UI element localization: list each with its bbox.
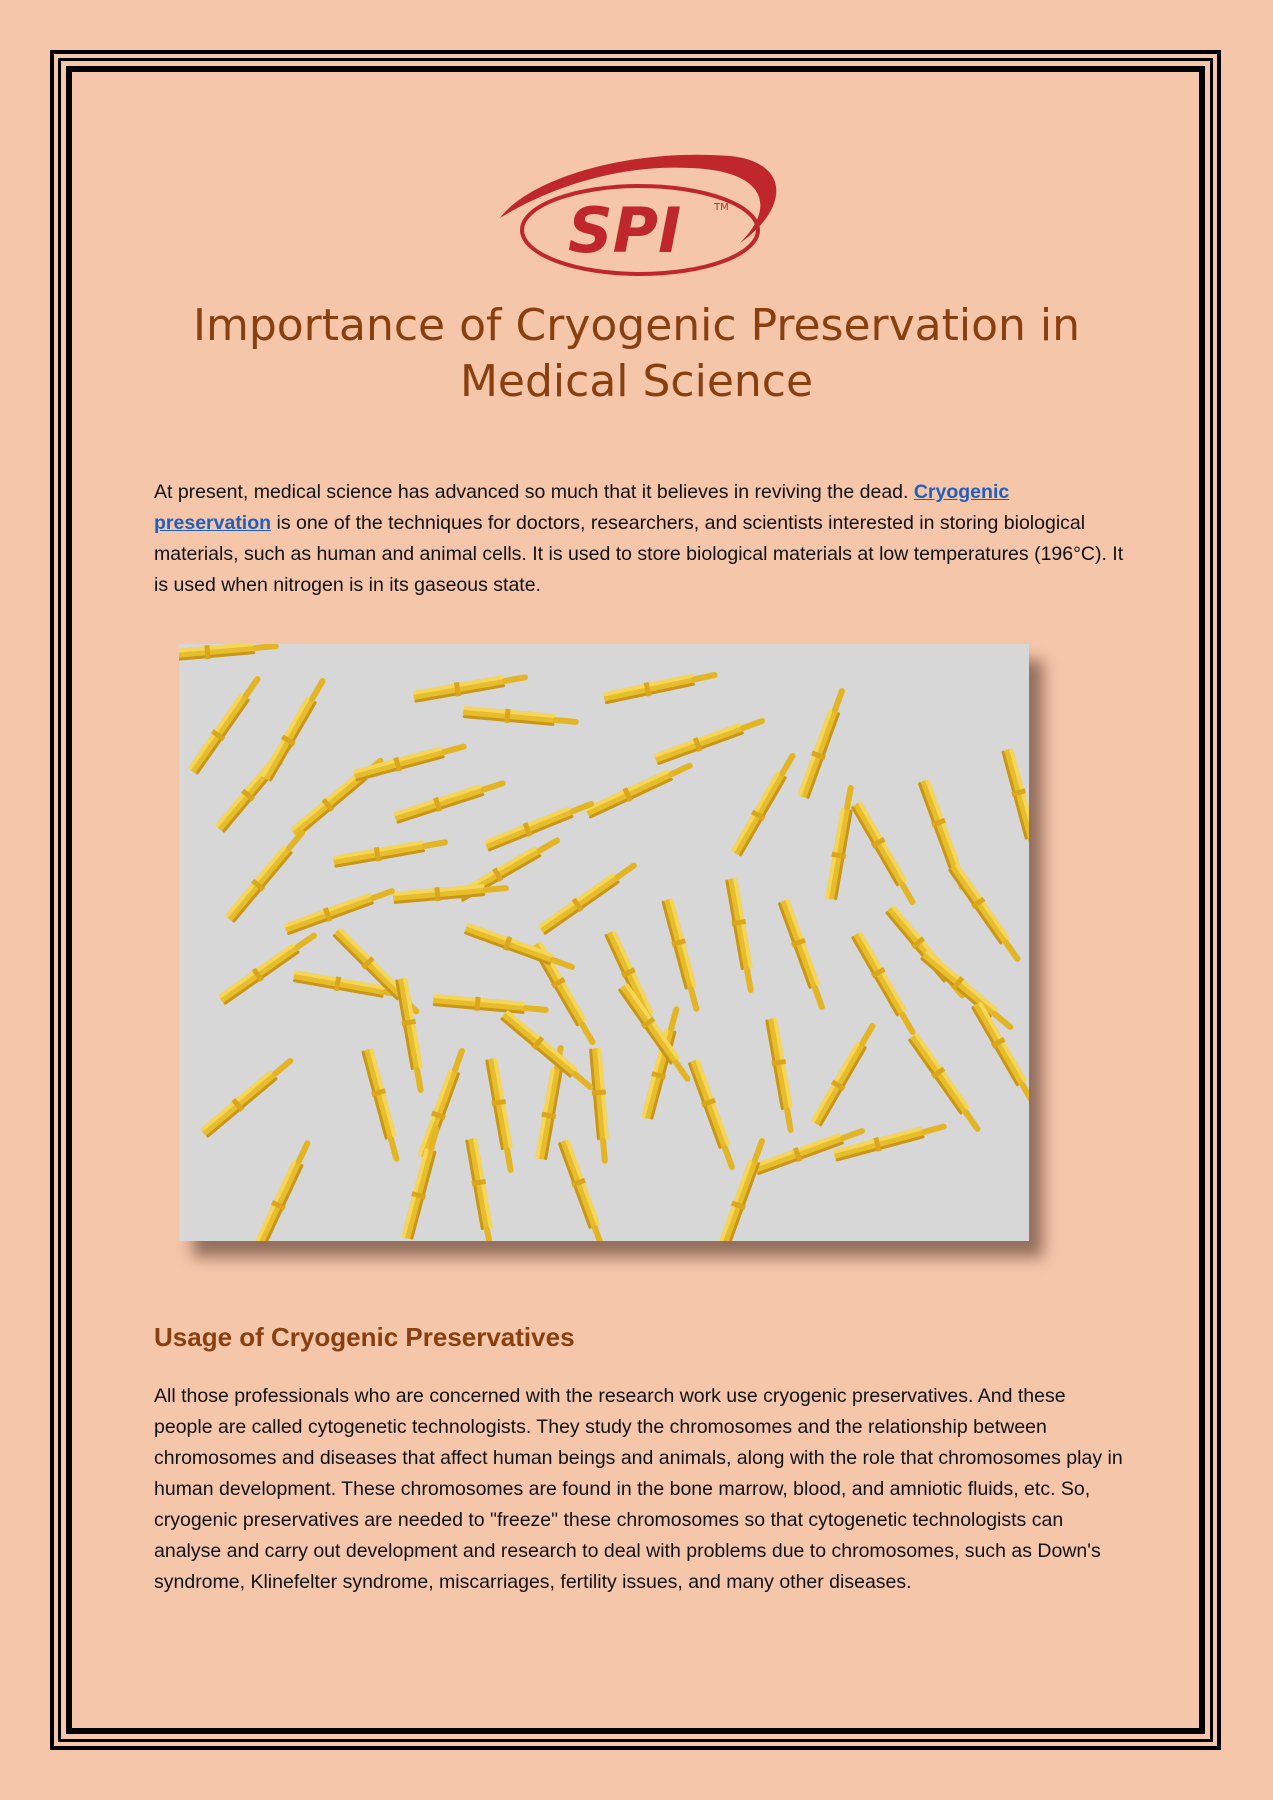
page-title: Importance of Cryogenic Preservation in Medical Science (192, 300, 1080, 407)
cryogenic-straws-photo (179, 644, 1029, 1241)
intro-text-end: is one of the techniques for doctors, researchers, and scientists interested in storing biological materials, such as human and animal cells. It is used to store biological materials at low temperatures (196°C). It is used when nitrogen is in its gaseous state. (154, 512, 1124, 596)
intro-text-start: At present, medical science has advanced so much that it believes in reviving the dead. (154, 481, 914, 503)
spi-logo (490, 148, 784, 284)
section-heading: Usage of Cryogenic Preservatives (154, 1322, 575, 1352)
logo-trademark: TM (714, 202, 729, 213)
logo-text: SPI (568, 194, 682, 267)
cryogenic-preservation-link[interactable]: Cryogenic preservation (154, 481, 1010, 534)
intro-paragraph (154, 477, 1129, 601)
section-body: All those professionals who are concerned with the research work use cryogenic preservatives. And these people are called cytogenetic technologists. They study the chromosomes and the relationship between chromosomes and diseases that affect human beings and animals, along with the role that chromosomes play in human development. These chromosomes are found in the bone marrow, blood, and amniotic fluids, etc. So, cryogenic preservatives are needed to "freeze" these chromosomes so that cytogenetic technologists can analyse and carry out development and research to deal with problems due to chromosomes, such as Down's syndrome, Klinefelter syndrome, miscarriages, fertility issues, and many other diseases. (154, 1385, 1123, 1593)
